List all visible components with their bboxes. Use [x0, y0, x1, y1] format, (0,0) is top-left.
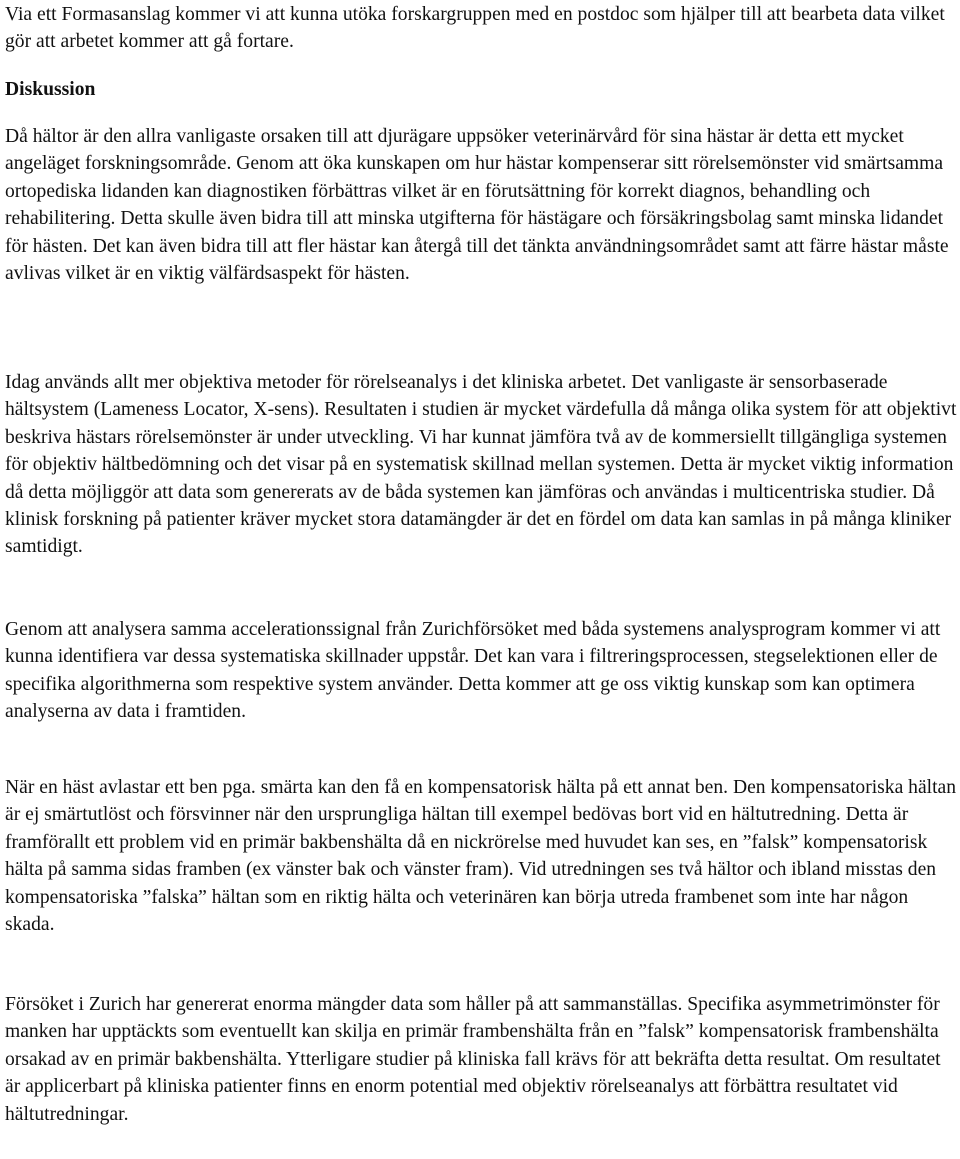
- paragraph-objective-methods: Idag används allt mer objektiva metoder för rörelseanalys i det kliniska arbetet. Det vanligaste är sensorbaserade hältsystem (Lameness Locator, X-sens). Resultaten i studien är mycket värdefulla då många olika system för att objektivt beskriva hästars rörelsemönster är under utveckling. Vi har kunnat jämföra två av de kommersiellt tillgängliga systemen för objektiv hältbedömning och det visar på en systematisk skillnad mellan systemen. Detta är mycket viktig information då detta möjliggör att data som genererats av de båda systemen kan jämföras och användas i multicentriska studier. Då klinisk forskning på patienter kräver mycket stora datamängder är det en fördel om data kan samlas in på många kliniker samtidigt.: [5, 372, 957, 558]
- intro-paragraph: Via ett Formasanslag kommer vi att kunna utöka forskargruppen med en postdoc som hjälper till att bearbeta data vilket gör att arbetet kommer att gå fortare.: [5, 4, 945, 53]
- discussion-heading: Diskussion: [5, 79, 96, 100]
- paragraph-acceleration-signal: Genom att analysera samma accelerationssignal från Zurichförsöket med båda systemens analysprogram kommer vi att kunna identifiera var dessa systematiska skillnader uppstår. Det kan vara i filtreringsprocessen, stegselektionen eller de specifika algorithmerna som respektive system använder. Detta kommer att ge oss viktig kunskap som kan optimera analyserna av data i framtiden.: [5, 619, 941, 723]
- paragraph-lameness-importance: Då hältor är den allra vanligaste orsaken till att djurägare uppsöker veterinärvård för sina hästar är detta ett mycket angeläget forskningsområde. Genom att öka kunskapen om hur hästar kompenserar sitt rörelsemönster vid smärtsamma ortopediska lidanden kan diagnostiken förbättras vilket är en förutsättning för korrekt diagnos, behandling och rehabilitering. Detta skulle även bidra till att minska utgifterna för hästägare och försäkringsbolag samt minska lidandet för hästen. Det kan även bidra till att fler hästar kan återgå till det tänkta användningsområdet samt att färre hästar måste avlivas vilket är en viktig välfärdsaspekt för hästen.: [5, 126, 949, 285]
- paragraph-compensatory-lameness: När en häst avlastar ett ben pga. smärta kan den få en kompensatorisk hälta på ett annat ben. Den kompensatoriska hältan är ej smärtutlöst och försvinner när den ursprungliga hältan till exempel bedövas bort vid en hältutredning. Detta är framförallt ett problem vid en primär bakbenshälta då en nickrörelse med huvudet kan ses, en ”falsk” kompensatorisk hälta på samma sidas framben (ex vänster bak och vänster fram). Vid utredningen ses två hältor och ibland misstas den kompensatoriska ”falska” hältan som en riktig hälta och veterinären kan börja utreda frambenet som inte har någon skada.: [5, 777, 957, 936]
- paragraph-zurich-trial: Försöket i Zurich har genererat enorma mängder data som håller på att sammanställas. Specifika asymmetrimönster för manken har upptäckts som eventuellt kan skilja en primär frambenshälta från en ”falsk” kompensatorisk frambenshälta orsakad av en primär bakbenshälta. Ytterligare studier på kliniska fall krävs för att bekräfta detta resultat. Om resultatet är applicerbart på kliniska patienter finns en enorm potential med objektiv rörelseanalys att förbättra resultatet vid hältutredningar.: [5, 994, 941, 1125]
